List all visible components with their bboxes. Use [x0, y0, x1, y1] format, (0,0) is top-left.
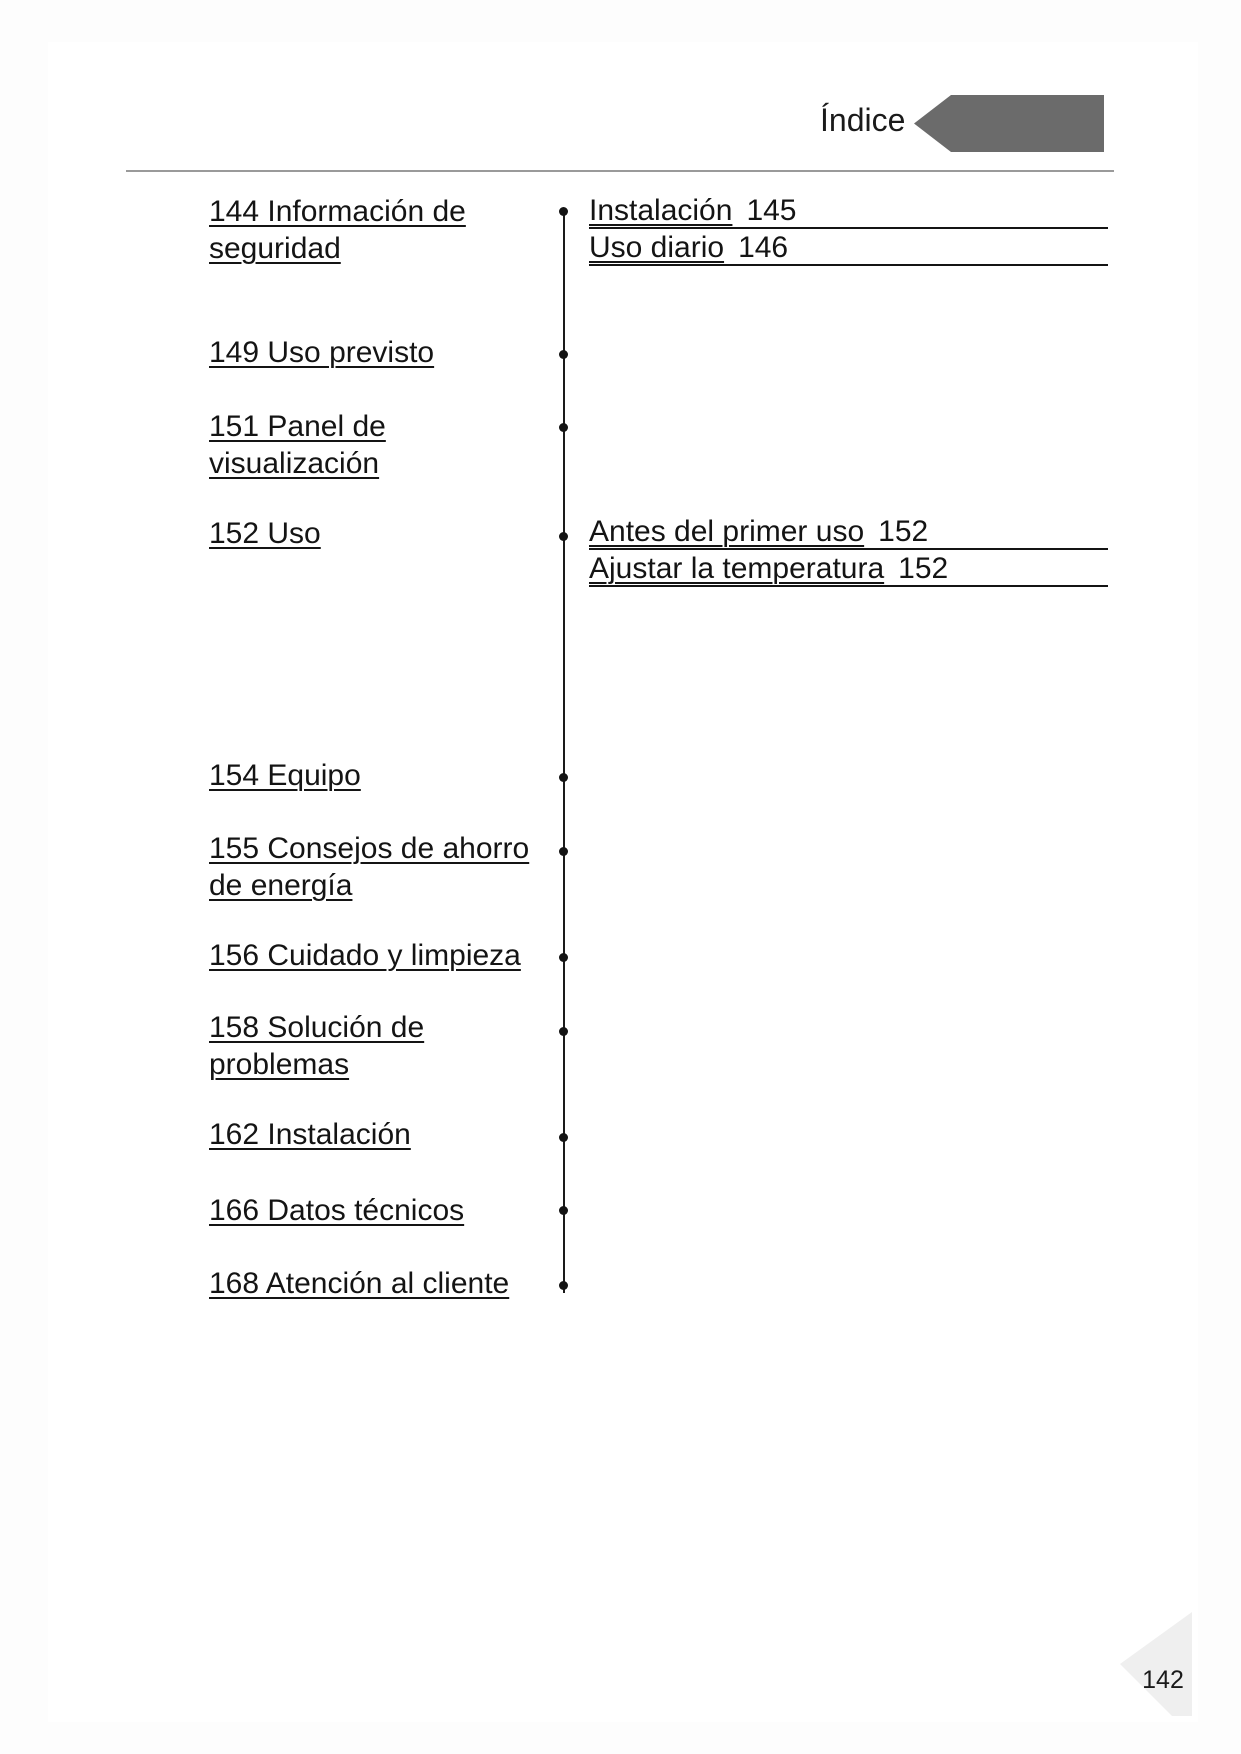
toc-subentry-instalacion[interactable]: [589, 196, 1108, 229]
page-corner-tab: [1120, 1612, 1192, 1716]
subentry-title: Instalación: [589, 194, 733, 227]
toc-entry-informacion-seguridad[interactable]: 144 Información de seguridad: [209, 195, 466, 265]
toc-entry-panel-visualizacion[interactable]: 151 Panel de visualización: [209, 410, 386, 480]
toc-subentry-antes-primer-uso[interactable]: [589, 517, 1108, 550]
toc-entry-equipo[interactable]: 154 Equipo: [209, 759, 361, 792]
toc-bullet: [559, 953, 568, 962]
toc-bullet: [559, 423, 568, 432]
subentry-title: Antes del primer uso: [589, 515, 865, 548]
section-tab-marker: [914, 95, 1104, 152]
subentry-page: 152: [898, 552, 949, 585]
toc-timeline: [563, 208, 565, 1293]
page-number: 142: [1142, 1666, 1184, 1694]
subentry-page: 146: [738, 231, 789, 264]
toc-bullet: [559, 532, 568, 541]
toc-entry-solucion-problemas[interactable]: 158 Solución de problemas: [209, 1011, 425, 1081]
toc-bullet: [559, 1027, 568, 1036]
toc-bullet: [559, 1281, 568, 1290]
toc-subentry-uso-diario[interactable]: [589, 233, 1108, 266]
header-divider: [126, 170, 1114, 172]
toc-bullet: [559, 207, 568, 216]
page-title: Índice: [820, 102, 906, 138]
toc-entry-consejos-ahorro[interactable]: 155 Consejos de ahorro de energía: [209, 832, 530, 902]
toc-entry-uso-previsto[interactable]: 149 Uso previsto: [209, 336, 435, 369]
toc-subentry-ajustar-temperatura[interactable]: [589, 554, 1108, 587]
subentry-page: 152: [878, 515, 929, 548]
toc-entry-uso[interactable]: 152 Uso: [209, 517, 321, 550]
toc-bullet: [559, 1206, 568, 1215]
subentry-title: Ajustar la temperatura: [589, 552, 885, 585]
toc-bullet: [559, 847, 568, 856]
subentry-page: 145: [746, 194, 797, 227]
subentry-title: Uso diario: [589, 231, 725, 264]
toc-entry-datos-tecnicos[interactable]: 166 Datos técnicos: [209, 1194, 465, 1227]
toc-entry-cuidado-limpieza[interactable]: 156 Cuidado y limpieza: [209, 939, 521, 972]
toc-bullet: [559, 350, 568, 359]
toc-bullet: [559, 773, 568, 782]
toc-bullet: [559, 1133, 568, 1142]
toc-entry-atencion-cliente[interactable]: 168 Atención al cliente: [209, 1267, 510, 1300]
toc-entry-instalacion[interactable]: 162 Instalación: [209, 1118, 411, 1151]
